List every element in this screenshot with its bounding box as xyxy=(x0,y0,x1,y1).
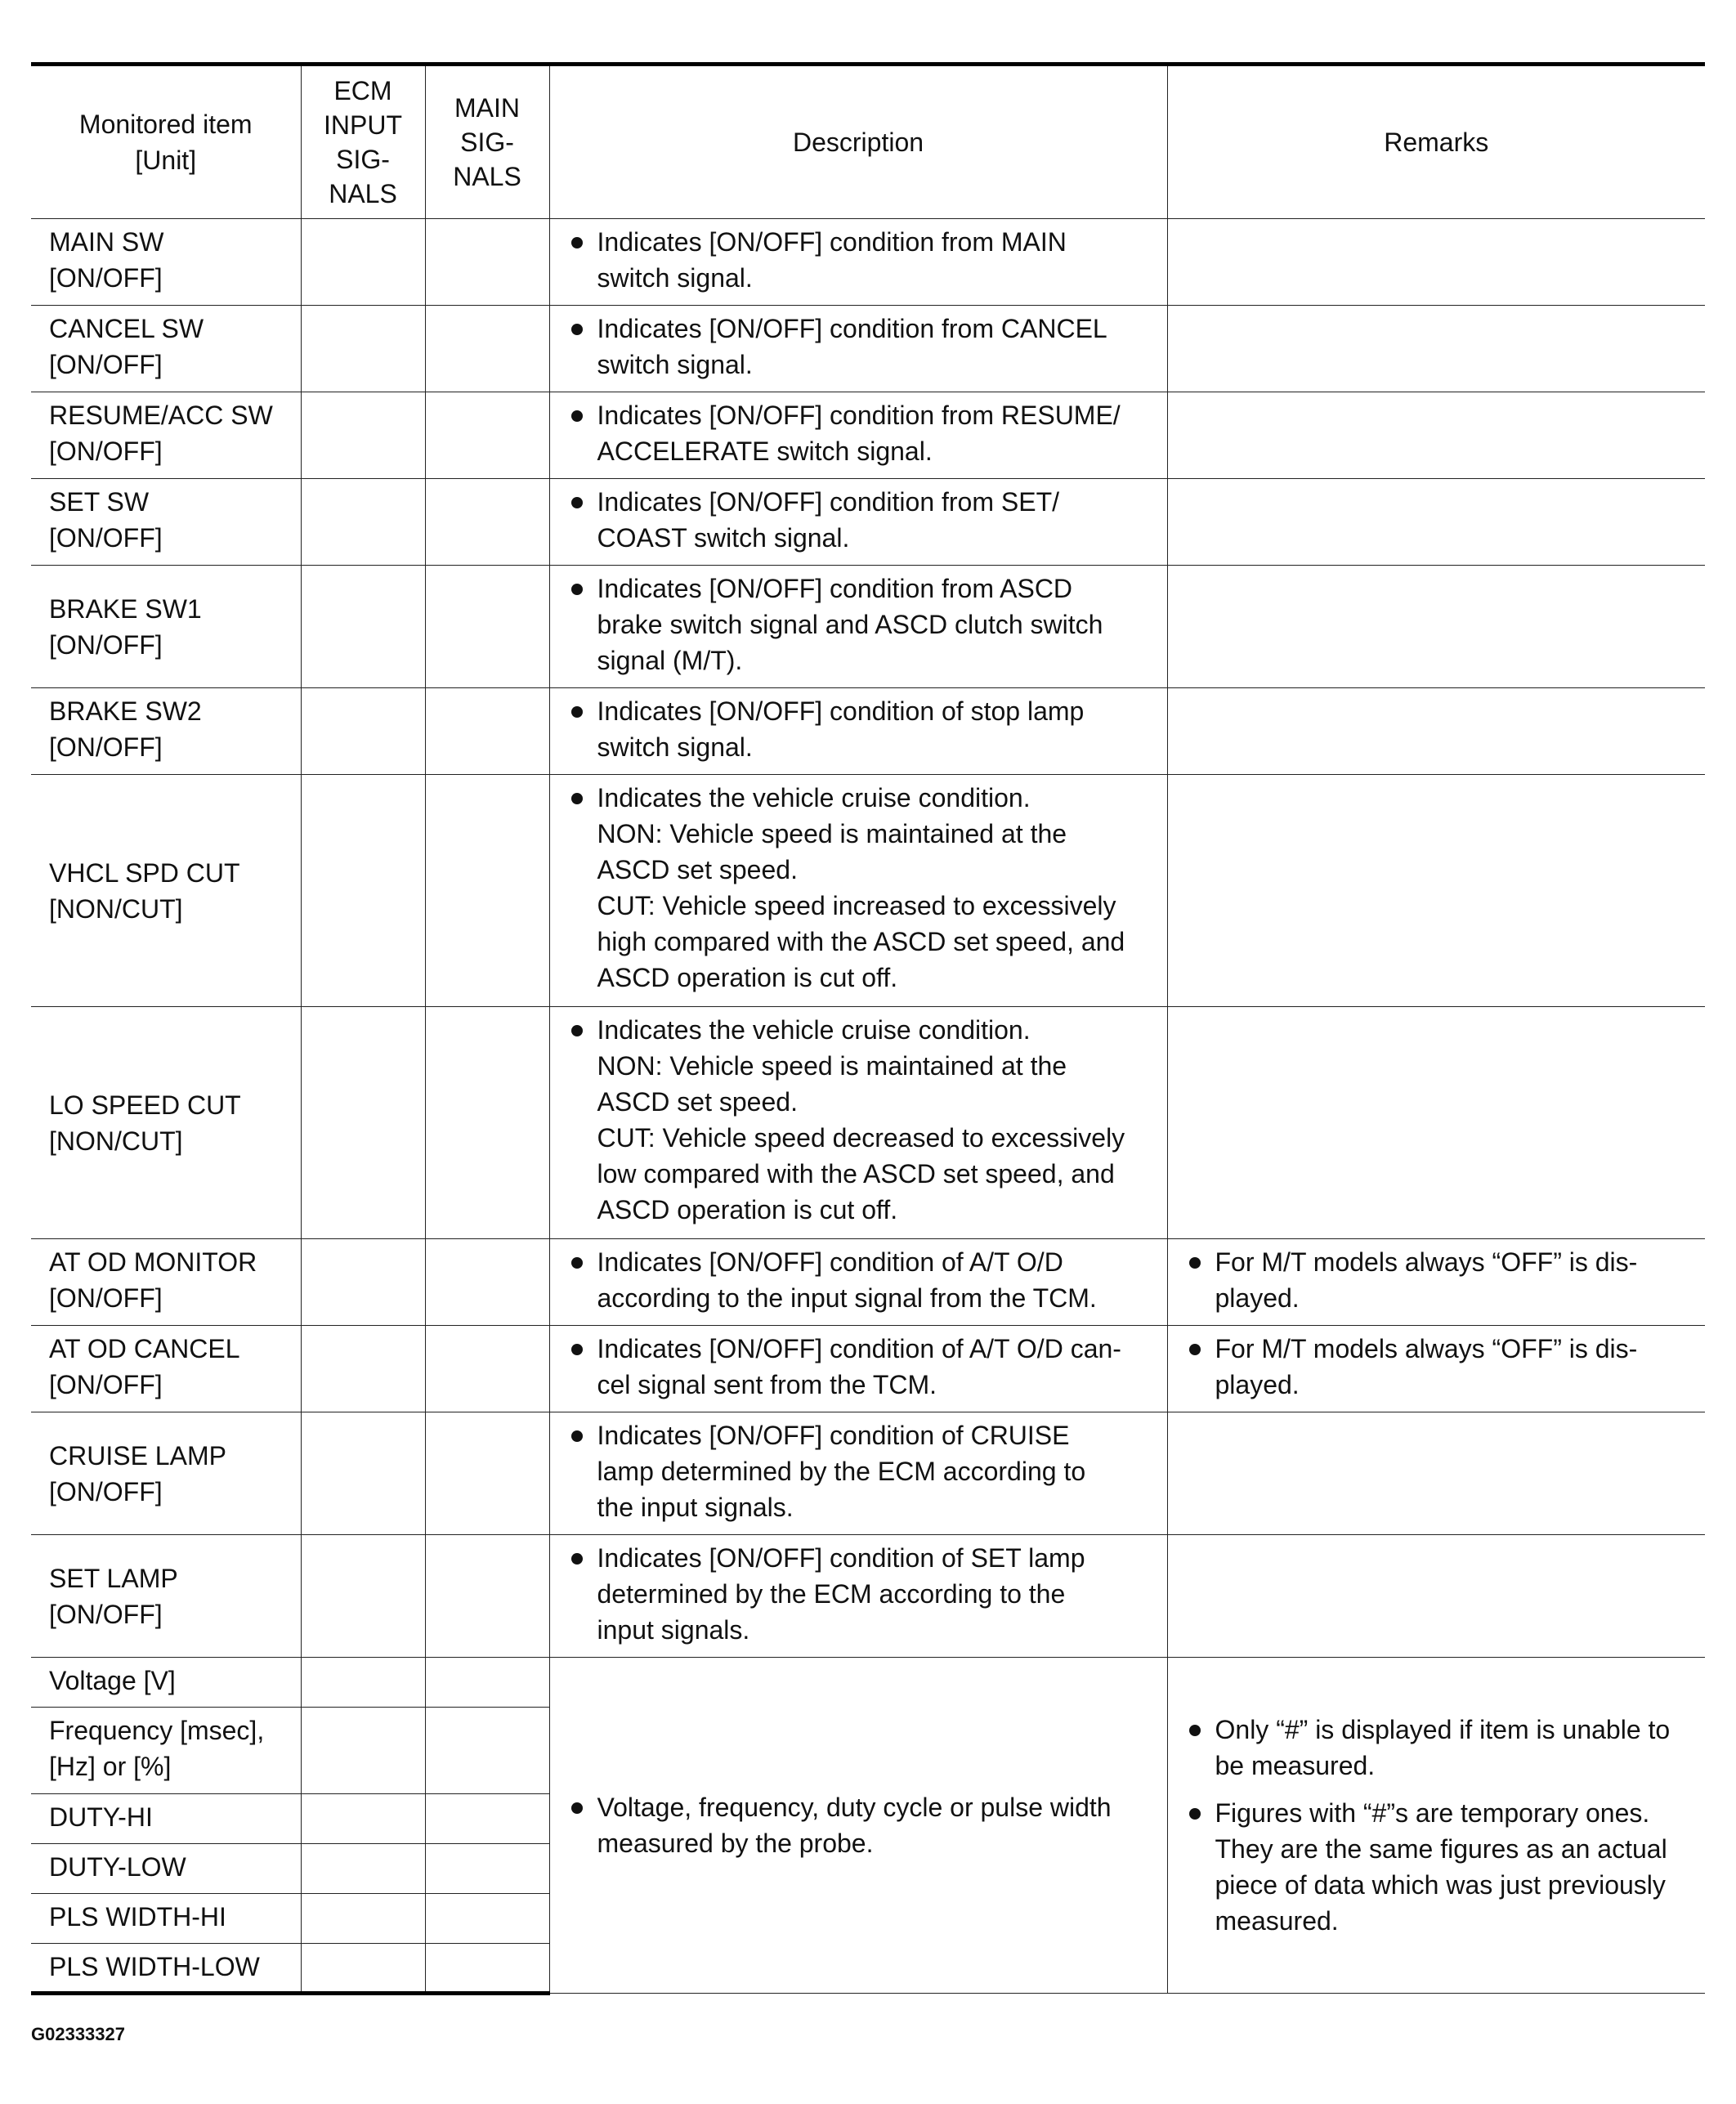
description-bullet-line: lamp determined by the ECM according to xyxy=(597,1457,1086,1486)
table-row xyxy=(31,306,1705,392)
description-bullet xyxy=(571,484,1157,556)
main-signal-cell xyxy=(425,479,549,566)
description-bullet-line: Indicates [ON/OFF] condition from CANCEL xyxy=(597,314,1107,343)
remarks-bullet-line: piece of data which was just previously xyxy=(1215,1870,1666,1900)
table-row xyxy=(31,1658,1705,1708)
ecm-input-signal-cell xyxy=(301,219,425,306)
description-bullet-line: Voltage, frequency, duty cycle or pulse width xyxy=(597,1793,1112,1822)
monitored-item-cell xyxy=(31,688,301,775)
description-bullet-line: switch signal. xyxy=(597,732,753,762)
description-bullet xyxy=(571,1540,1157,1648)
description-bullet xyxy=(571,224,1157,296)
description-bullet xyxy=(571,1789,1157,1861)
monitored-item-cell xyxy=(31,392,301,479)
table-row xyxy=(31,1535,1705,1658)
remarks-cell xyxy=(1167,1658,1705,1994)
ecm-input-signal-cell xyxy=(301,688,425,775)
remarks-bullet-line: For M/T models always “OFF” is dis- xyxy=(1215,1334,1638,1363)
monitored-item-cell xyxy=(31,306,301,392)
description-bullet-line: ASCD set speed. xyxy=(597,1087,798,1117)
description-bullet-line: Indicates the vehicle cruise condition. xyxy=(597,1015,1031,1045)
header-monitored-item-line1: Monitored item xyxy=(78,110,253,139)
monitored-item-unit: [ON/OFF] xyxy=(49,1599,163,1629)
description-bullet-line: according to the input signal from the TCM. xyxy=(597,1283,1097,1313)
monitored-item-cell xyxy=(31,566,301,688)
description-cell xyxy=(549,688,1167,775)
remarks-cell xyxy=(1167,688,1705,775)
main-signal-cell xyxy=(425,1239,549,1326)
figure-id: G02333327 xyxy=(31,2024,125,2044)
monitored-item-cell xyxy=(31,1007,301,1239)
header-description xyxy=(549,65,1167,219)
description-bullet-line: NON: Vehicle speed is maintained at the xyxy=(597,819,1067,848)
remarks-cell xyxy=(1167,1007,1705,1239)
ecm-input-signal-cell xyxy=(301,1794,425,1844)
remarks-cell xyxy=(1167,566,1705,688)
monitored-item-name: Frequency [msec], xyxy=(49,1716,265,1745)
ecm-input-signal-cell xyxy=(301,1007,425,1239)
monitored-item-name: BRAKE SW1 xyxy=(49,593,202,624)
monitored-item-name: SET SW xyxy=(49,487,150,517)
ecm-input-signal-cell xyxy=(301,1239,425,1326)
header-description-text: Description xyxy=(792,128,924,157)
description-bullet-line: the input signals. xyxy=(597,1493,794,1522)
remarks-cell xyxy=(1167,219,1705,306)
description-bullet xyxy=(571,1331,1157,1403)
monitored-item-cell xyxy=(31,1658,301,1708)
monitored-item-cell xyxy=(31,1794,301,1844)
monitored-item-name: CANCEL SW xyxy=(49,314,204,343)
main-signal-cell xyxy=(425,1844,549,1894)
remarks-bullet xyxy=(1189,1795,1696,1939)
description-bullet-line: Indicates [ON/OFF] condition of A/T O/D can- xyxy=(597,1334,1121,1363)
remarks-bullet-line: Figures with “#”s are temporary ones. xyxy=(1215,1798,1650,1828)
description-bullet xyxy=(571,571,1157,678)
header-main-signals-text: MAIN SIG- NALS xyxy=(453,92,521,191)
header-ecm-input-signals-text: ECM INPUT SIG- NALS xyxy=(324,75,402,208)
monitored-item-name: MAIN SW xyxy=(49,227,164,257)
ecm-input-signal-cell xyxy=(301,1708,425,1794)
ecm-input-signal-cell xyxy=(301,1658,425,1708)
description-bullet-line: Indicates [ON/OFF] condition of CRUISE xyxy=(597,1421,1070,1450)
table-row xyxy=(31,392,1705,479)
main-signal-cell xyxy=(425,775,549,1007)
table-row xyxy=(31,1412,1705,1535)
remarks-cell xyxy=(1167,1326,1705,1412)
monitored-item-unit: [ON/OFF] xyxy=(49,1476,163,1506)
monitored-item-name: DUTY-HI xyxy=(49,1802,153,1832)
monitored-item-cell xyxy=(31,1944,301,1994)
ecm-input-signal-cell xyxy=(301,1844,425,1894)
description-cell xyxy=(549,1658,1167,1994)
description-bullet-line: switch signal. xyxy=(597,263,753,293)
monitored-item-cell xyxy=(31,1894,301,1944)
monitored-item-name: BRAKE SW2 xyxy=(49,696,202,726)
monitored-item-cell xyxy=(31,1326,301,1412)
monitored-item-cell xyxy=(31,1708,301,1794)
description-bullet-line: ACCELERATE switch signal. xyxy=(597,436,933,466)
description-bullet-line: determined by the ECM according to the xyxy=(597,1579,1066,1609)
main-signal-cell xyxy=(425,1708,549,1794)
remarks-bullet xyxy=(1189,1331,1696,1403)
main-signal-cell xyxy=(425,1412,549,1535)
description-bullet-line: signal (M/T). xyxy=(597,646,743,675)
remarks-bullet-line: For M/T models always “OFF” is dis- xyxy=(1215,1247,1638,1277)
ecm-input-signal-cell xyxy=(301,775,425,1007)
description-bullet xyxy=(571,693,1157,765)
main-signal-cell xyxy=(425,1944,549,1994)
monitored-item-cell xyxy=(31,1535,301,1658)
remarks-cell xyxy=(1167,1239,1705,1326)
table-row xyxy=(31,566,1705,688)
description-bullet xyxy=(571,1012,1157,1228)
description-bullet-line: COAST switch signal. xyxy=(597,523,850,553)
description-cell xyxy=(549,1239,1167,1326)
remarks-bullet xyxy=(1189,1244,1696,1316)
description-bullet xyxy=(571,780,1157,996)
monitored-item-unit: [NON/CUT] xyxy=(49,893,183,924)
description-cell xyxy=(549,566,1167,688)
description-bullet-line: Indicates [ON/OFF] condition of A/T O/D xyxy=(597,1247,1063,1277)
remarks-cell xyxy=(1167,1412,1705,1535)
description-bullet-line: CUT: Vehicle speed decreased to excessively xyxy=(597,1123,1125,1153)
monitored-item-name: SET LAMP xyxy=(49,1563,178,1593)
description-cell xyxy=(549,1535,1167,1658)
ecm-input-signal-cell xyxy=(301,392,425,479)
description-bullet-line: measured by the probe. xyxy=(597,1829,874,1858)
monitored-item-unit: [ON/OFF] xyxy=(49,523,163,553)
remarks-cell xyxy=(1167,479,1705,566)
table-header-row xyxy=(31,65,1705,219)
monitored-item-cell xyxy=(31,1412,301,1535)
description-bullet-line: Indicates [ON/OFF] condition from SET/ xyxy=(597,487,1060,517)
table-row xyxy=(31,688,1705,775)
monitored-item-name: VHCL SPD CUT xyxy=(49,857,240,888)
description-cell xyxy=(549,1412,1167,1535)
monitored-item-unit: [NON/CUT] xyxy=(49,1126,183,1156)
monitored-item-cell xyxy=(31,1844,301,1894)
description-bullet-line: cel signal sent from the TCM. xyxy=(597,1370,937,1399)
monitored-item-name: DUTY-LOW xyxy=(49,1852,186,1882)
description-bullet xyxy=(571,1417,1157,1525)
remarks-cell xyxy=(1167,775,1705,1007)
remarks-bullet-line: played. xyxy=(1215,1283,1300,1313)
remarks-bullet-line: measured. xyxy=(1215,1906,1339,1936)
description-bullet-line: Indicates [ON/OFF] condition of SET lamp xyxy=(597,1543,1085,1573)
description-bullet-line: Indicates the vehicle cruise condition. xyxy=(597,783,1031,813)
description-bullet-line: NON: Vehicle speed is maintained at the xyxy=(597,1051,1067,1081)
monitored-item-unit: [ON/OFF] xyxy=(49,350,163,379)
description-bullet-line: switch signal. xyxy=(597,350,753,379)
monitored-item-unit: [ON/OFF] xyxy=(49,1370,163,1399)
monitored-item-name: Voltage [V] xyxy=(49,1666,176,1695)
table-row xyxy=(31,219,1705,306)
ecm-input-signal-cell xyxy=(301,306,425,392)
description-cell xyxy=(549,219,1167,306)
table-row xyxy=(31,1007,1705,1239)
description-cell xyxy=(549,1007,1167,1239)
description-bullet-line: input signals. xyxy=(597,1615,750,1645)
main-signal-cell xyxy=(425,1326,549,1412)
description-bullet-line: CUT: Vehicle speed increased to excessively xyxy=(597,891,1116,920)
description-cell xyxy=(549,479,1167,566)
main-signal-cell xyxy=(425,306,549,392)
description-bullet-line: ASCD set speed. xyxy=(597,855,798,884)
description-bullet-line: Indicates [ON/OFF] condition of stop lamp xyxy=(597,696,1085,726)
ecm-input-signal-cell xyxy=(301,1535,425,1658)
header-monitored-item xyxy=(31,65,301,219)
description-bullet-line: low compared with the ASCD set speed, and xyxy=(597,1159,1115,1189)
table-row xyxy=(31,1326,1705,1412)
ecm-input-signal-cell xyxy=(301,1326,425,1412)
header-remarks-text: Remarks xyxy=(1384,128,1489,157)
monitored-item-name: AT OD CANCEL xyxy=(49,1334,240,1363)
description-bullet-line: ASCD operation is cut off. xyxy=(597,963,898,992)
main-signal-cell xyxy=(425,1658,549,1708)
description-bullet-line: Indicates [ON/OFF] condition from ASCD xyxy=(597,574,1073,603)
main-signal-cell xyxy=(425,219,549,306)
table-row xyxy=(31,1239,1705,1326)
monitored-item-unit: [ON/OFF] xyxy=(49,263,163,293)
header-ecm-input-signals xyxy=(301,65,425,219)
main-signal-cell xyxy=(425,392,549,479)
main-signal-cell xyxy=(425,1535,549,1658)
remarks-cell xyxy=(1167,306,1705,392)
monitored-item-name: PLS WIDTH-HI xyxy=(49,1902,226,1932)
monitored-item-unit: [ON/OFF] xyxy=(49,436,163,466)
monitored-item-unit: [ON/OFF] xyxy=(49,732,163,762)
description-cell xyxy=(549,775,1167,1007)
description-cell xyxy=(549,392,1167,479)
remarks-bullet-line: Only “#” is displayed if item is unable to xyxy=(1215,1715,1671,1744)
monitored-item-name: [Hz] or [%] xyxy=(49,1752,172,1781)
monitored-item-name: AT OD MONITOR xyxy=(49,1247,257,1277)
description-bullet-line: brake switch signal and ASCD clutch switch xyxy=(597,610,1103,639)
monitored-item-name: RESUME/ACC SW xyxy=(49,401,273,430)
main-signal-cell xyxy=(425,566,549,688)
monitored-item-unit: [ON/OFF] xyxy=(49,629,163,660)
description-cell xyxy=(549,1326,1167,1412)
description-bullet-line: Indicates [ON/OFF] condition from MAIN xyxy=(597,227,1067,257)
description-bullet xyxy=(571,311,1157,383)
main-signal-cell xyxy=(425,1794,549,1844)
header-monitored-item-line2: [Unit] xyxy=(135,145,197,175)
monitored-item-cell xyxy=(31,775,301,1007)
remarks-cell xyxy=(1167,1535,1705,1658)
ecm-input-signal-cell xyxy=(301,566,425,688)
description-cell xyxy=(549,306,1167,392)
table-row xyxy=(31,775,1705,1007)
main-signal-cell xyxy=(425,1007,549,1239)
remarks-bullet xyxy=(1189,1712,1696,1784)
description-bullet xyxy=(571,1244,1157,1316)
description-bullet-line: high compared with the ASCD set speed, and xyxy=(597,927,1125,956)
ecm-input-signal-cell xyxy=(301,479,425,566)
monitored-item-name: LO SPEED CUT xyxy=(49,1090,241,1120)
monitored-item-unit: [ON/OFF] xyxy=(49,1283,163,1313)
monitored-item-cell xyxy=(31,1239,301,1326)
monitored-item-name: PLS WIDTH-LOW xyxy=(49,1952,260,1981)
monitored-item-cell xyxy=(31,479,301,566)
remarks-bullet-line: be measured. xyxy=(1215,1751,1376,1780)
remarks-bullet-line: They are the same figures as an actual xyxy=(1215,1834,1667,1864)
description-bullet-line: ASCD operation is cut off. xyxy=(597,1195,898,1224)
monitored-item-cell xyxy=(31,219,301,306)
header-main-signals xyxy=(425,65,549,219)
monitored-item-name: CRUISE LAMP xyxy=(49,1440,226,1471)
monitor-items-table xyxy=(31,62,1705,1995)
description-bullet xyxy=(571,397,1157,469)
main-signal-cell xyxy=(425,688,549,775)
main-signal-cell xyxy=(425,1894,549,1944)
description-bullet-line: Indicates [ON/OFF] condition from RESUME/ xyxy=(597,401,1121,430)
ecm-input-signal-cell xyxy=(301,1944,425,1994)
remarks-cell xyxy=(1167,392,1705,479)
header-remarks xyxy=(1167,65,1705,219)
remarks-bullet-line: played. xyxy=(1215,1370,1300,1399)
ecm-input-signal-cell xyxy=(301,1894,425,1944)
ecm-input-signal-cell xyxy=(301,1412,425,1535)
table-row xyxy=(31,479,1705,566)
